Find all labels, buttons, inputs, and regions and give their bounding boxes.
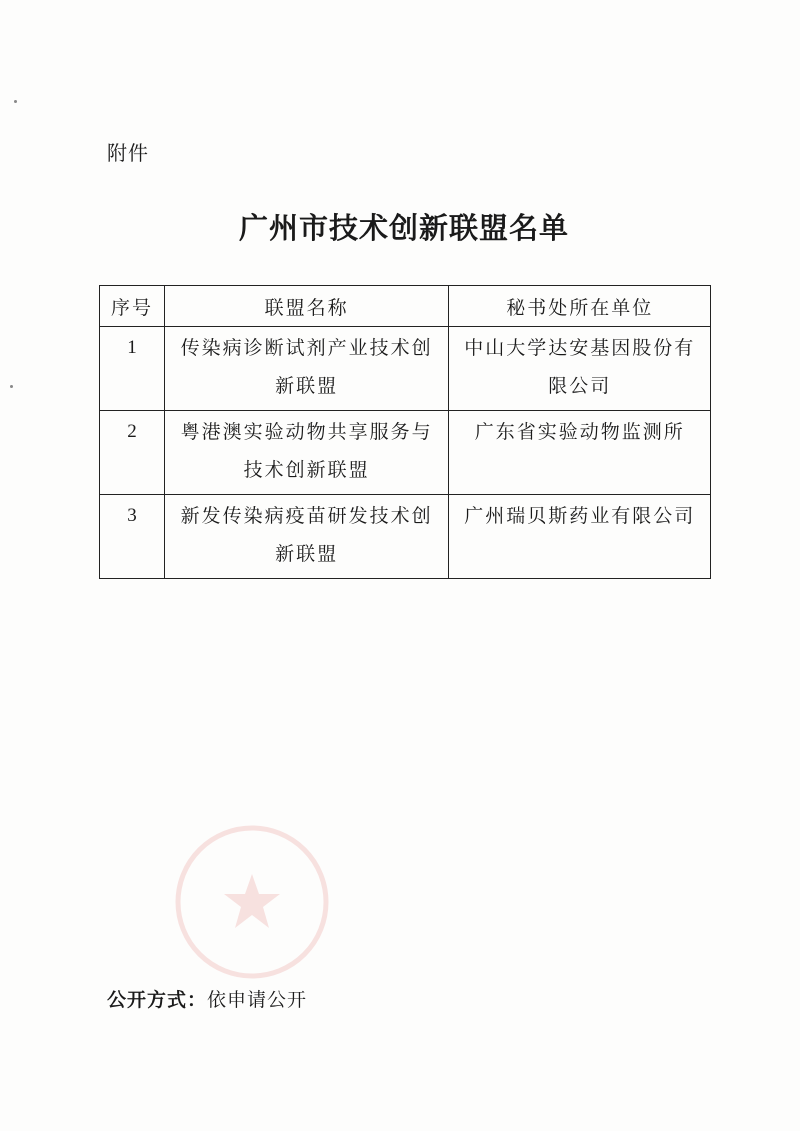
- table-row: [100, 327, 711, 411]
- row-secretariat-unit: 广州瑞贝斯药业有限公司: [449, 495, 711, 579]
- document-title: 广州市技术创新联盟名单: [238, 211, 569, 245]
- disclosure-method: [107, 985, 307, 1012]
- header-serial-number: 序号: [100, 286, 165, 327]
- table-row: [100, 411, 711, 495]
- official-seal-stamp: [172, 822, 332, 982]
- header-alliance-name: 联盟名称: [164, 286, 449, 327]
- disclosure-label: 公开方式：: [107, 989, 208, 1011]
- row-serial-number: 3: [100, 495, 165, 579]
- row-alliance-name: 新发传染病疫苗研发技术创新联盟: [164, 495, 449, 579]
- scan-mark: [14, 100, 17, 103]
- attachment-label: 附件: [107, 141, 149, 165]
- row-serial-number: 2: [100, 411, 165, 495]
- row-secretariat-unit: 中山大学达安基因股份有限公司: [449, 327, 711, 411]
- table-header-row: [100, 286, 711, 327]
- row-alliance-name: 粤港澳实验动物共享服务与技术创新联盟: [164, 411, 449, 495]
- row-serial-number: 1: [100, 327, 165, 411]
- row-alliance-name: 传染病诊断试剂产业技术创新联盟: [164, 327, 449, 411]
- scan-mark: [10, 385, 13, 388]
- disclosure-value: 依申请公开: [207, 989, 308, 1011]
- row-secretariat-unit: 广东省实验动物监测所: [449, 411, 711, 495]
- header-secretariat-unit: 秘书处所在单位: [449, 286, 711, 327]
- table-row: [100, 495, 711, 579]
- alliance-table: [99, 285, 711, 579]
